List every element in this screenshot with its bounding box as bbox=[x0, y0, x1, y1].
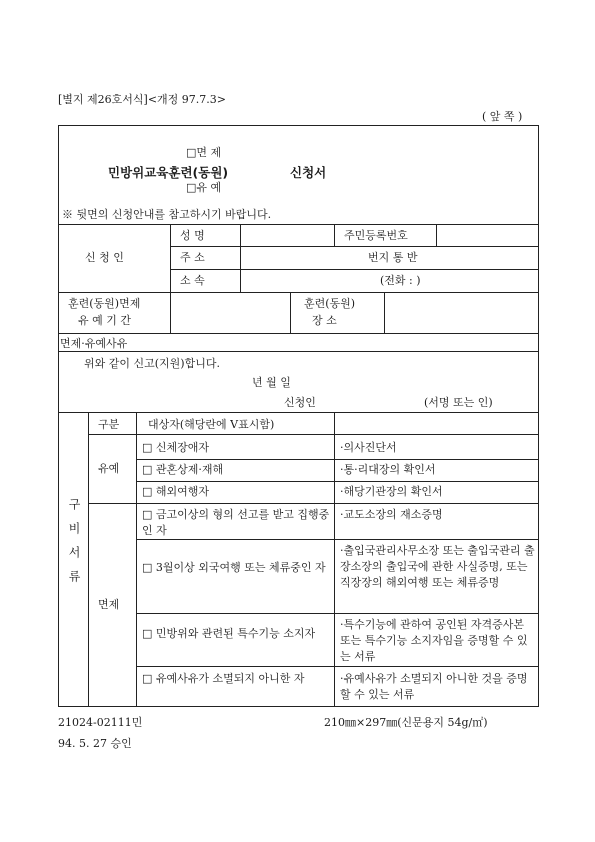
place-label-2: 장 소 bbox=[312, 314, 337, 327]
page-side-label: ( 앞 쪽 ) bbox=[482, 110, 523, 123]
name-label: 성 명 bbox=[180, 229, 205, 242]
affiliation-label: 소 속 bbox=[180, 274, 205, 287]
doc-row-5: ·특수기능에 관하여 공인된 자격증사본 또는 특수기능 소지자임을 증명할 수 있는 서류 bbox=[340, 618, 528, 663]
phone-field[interactable]: (전화 : ) bbox=[380, 274, 421, 287]
name-field[interactable] bbox=[242, 226, 332, 244]
place-field[interactable] bbox=[386, 294, 536, 331]
doc-row-4: ·출입국관리사무소장 또는 출입국관리 출장소장의 출입국에 관한 사실증명, 또는 직장장의 해외여행 또는 체류증명 bbox=[340, 544, 535, 589]
option-defer[interactable]: □유 예 bbox=[186, 181, 222, 194]
applicant-label: 신 청 인 bbox=[85, 251, 124, 264]
col-header-target: 대상자(해당란에 V표시함) bbox=[148, 418, 275, 431]
approval-date: 94. 5. 27 승인 bbox=[58, 737, 132, 750]
group-defer: 유예 bbox=[98, 462, 120, 475]
reason-label: 면제·유예사유 bbox=[60, 337, 128, 350]
declaration-text: 위와 같이 신고(지원)합니다. bbox=[84, 357, 220, 370]
place-label-1: 훈련(동원) bbox=[304, 297, 356, 310]
doc-row-3: ·교도소장의 재소증명 bbox=[340, 508, 443, 521]
period-label-2: 유 예 기 간 bbox=[78, 314, 131, 327]
period-field[interactable] bbox=[172, 294, 288, 331]
rrn-label: 주민등록번호 bbox=[344, 229, 408, 242]
target-row-3[interactable]: □ 금고이상의 형의 선고를 받고 집행중인 자 bbox=[142, 508, 330, 537]
doc-row-1: ·통·리대장의 확인서 bbox=[340, 463, 436, 476]
period-label-1: 훈련(동원)면제 bbox=[68, 297, 141, 310]
doc-row-0: ·의사진단서 bbox=[340, 441, 397, 454]
doc-row-2: ·해당기관장의 확인서 bbox=[340, 485, 443, 498]
signer-label: 신청인 bbox=[284, 396, 316, 409]
target-row-5[interactable]: □ 민방위와 관련된 특수기능 소지자 bbox=[142, 627, 316, 640]
notice-text: ※ 뒷면의 신청안내를 참고하시기 바랍니다. bbox=[62, 208, 272, 221]
form-reference: [별지 제26호서식]<개정 97.7.3> bbox=[58, 93, 227, 106]
option-exempt[interactable]: □면 제 bbox=[186, 146, 222, 159]
col-header-group: 구분 bbox=[98, 418, 120, 431]
group-exempt: 면제 bbox=[98, 598, 120, 611]
form-code: 21024-02111민 bbox=[58, 716, 143, 729]
declaration-date[interactable]: 년 월 일 bbox=[252, 376, 291, 389]
form-title-tail: 신청서 bbox=[290, 165, 327, 180]
reason-field[interactable] bbox=[130, 335, 536, 349]
doc-row-6: ·유예사유가 소멸되지 아니한 것을 증명할 수 있는 서류 bbox=[340, 672, 528, 701]
target-row-1[interactable]: □ 관혼상제·재해 bbox=[142, 463, 224, 476]
target-row-2[interactable]: □ 해외여행자 bbox=[142, 485, 210, 498]
target-row-0[interactable]: □ 신체장애자 bbox=[142, 441, 210, 454]
rrn-field[interactable] bbox=[438, 226, 536, 244]
paper-spec: 210㎜×297㎜(신문용지 54g/㎡) bbox=[324, 716, 488, 729]
signature-field[interactable]: (서명 또는 인) bbox=[424, 396, 493, 409]
address-field[interactable]: 번지 통 반 bbox=[368, 251, 418, 264]
target-row-6[interactable]: □ 유예사유가 소멸되지 아니한 자 bbox=[142, 672, 305, 685]
address-label: 주 소 bbox=[180, 251, 205, 264]
target-row-4[interactable]: □ 3월이상 외국여행 또는 체류중인 자 bbox=[142, 561, 326, 574]
form-title: 민방위교육훈련(동원) bbox=[108, 165, 229, 180]
docs-side-label: 구비서류 bbox=[67, 498, 81, 594]
